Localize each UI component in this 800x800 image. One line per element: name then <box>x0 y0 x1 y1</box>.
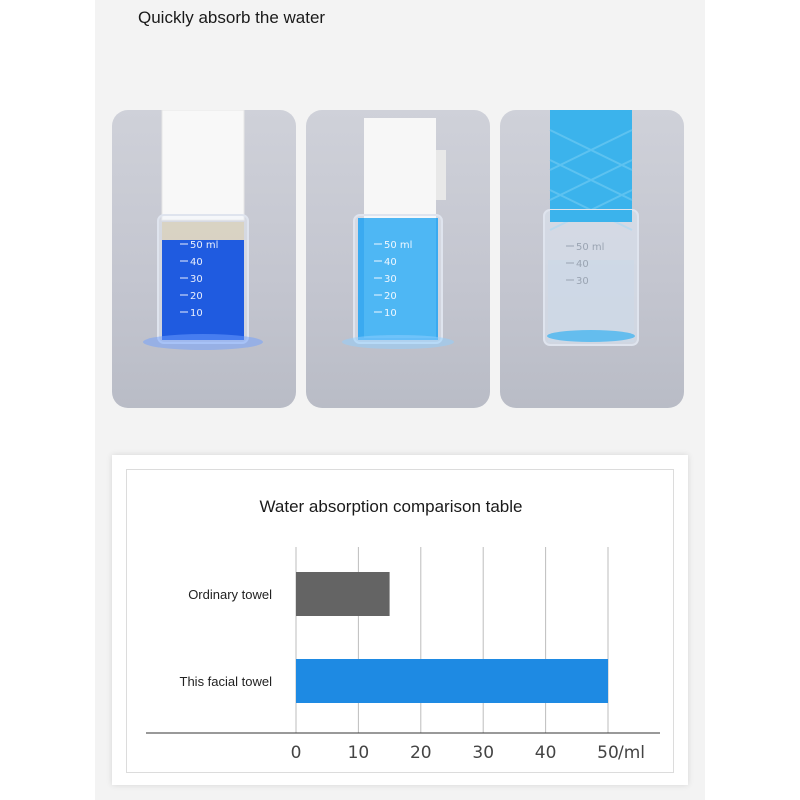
scale-label: 50 ml <box>384 240 413 251</box>
x-tick-label: 30 <box>472 743 495 763</box>
chart-title: Water absorption comparison table <box>259 497 523 516</box>
towel-strip <box>162 110 244 220</box>
scale-label: 10 <box>384 308 397 319</box>
scale-label: 20 <box>190 291 203 302</box>
scale-label: 20 <box>384 291 397 302</box>
bar-facial-towel <box>296 659 608 703</box>
beaker-liquid <box>548 260 634 342</box>
category-label: Ordinary towel <box>188 587 272 602</box>
bars <box>296 572 608 703</box>
towel-strip <box>364 118 436 218</box>
scale-label: 30 <box>190 274 203 285</box>
x-tick-label: 50 <box>597 743 619 763</box>
bar-ordinary-towel <box>296 572 390 616</box>
scale-label: 10 <box>190 308 203 319</box>
scale-label: 40 <box>190 257 203 268</box>
x-tick-label: 10 <box>347 743 370 763</box>
category-labels <box>180 587 273 689</box>
scale-label: 50 ml <box>190 240 219 251</box>
category-label: This facial towel <box>179 674 272 689</box>
x-tick-labels <box>291 743 645 763</box>
scale-label: 50 ml <box>576 242 605 253</box>
x-unit-label: /ml <box>618 743 646 763</box>
x-tick-label: 20 <box>409 743 432 763</box>
x-tick-label: 0 <box>290 743 302 763</box>
scale-label: 40 <box>576 259 589 270</box>
photo-partial-towel <box>306 110 490 408</box>
scale-label: 30 <box>576 276 589 287</box>
beaker-liquid <box>162 240 244 340</box>
absorption-chart <box>112 455 688 785</box>
photo-facial-towel <box>500 110 684 408</box>
scale-label: 40 <box>384 257 397 268</box>
towel-soaked-band <box>162 222 244 242</box>
scale-label: 30 <box>384 274 397 285</box>
chart-card <box>112 455 688 785</box>
x-tick-label: 40 <box>534 743 557 763</box>
photo-ordinary-towel <box>112 110 296 408</box>
page-headline: Quickly absorb the water <box>138 8 326 27</box>
